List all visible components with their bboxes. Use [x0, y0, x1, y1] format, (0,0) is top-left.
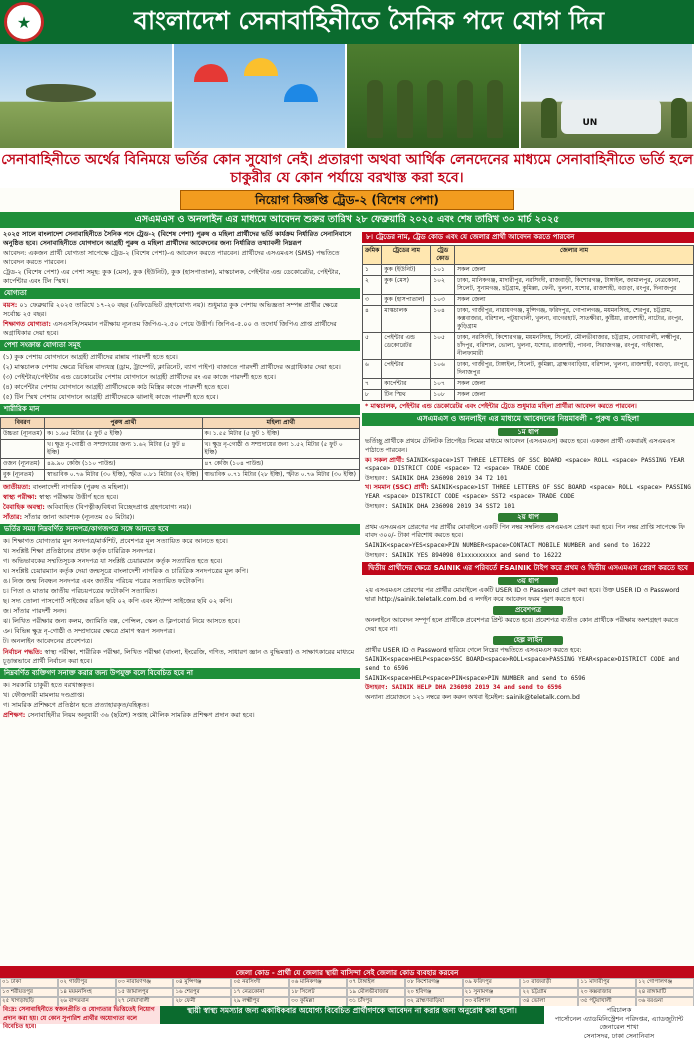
training: [0, 711, 360, 720]
step-1-badge: ১ম ধাপ: [498, 428, 558, 437]
table-row: [363, 294, 694, 305]
list-item: ট। অনলাইন আবেদনের প্রবেশপত্র।: [0, 637, 360, 646]
selection-method: [0, 648, 360, 666]
army-emblem-icon: ★: [4, 2, 44, 42]
table-cell: টিন স্মিথ: [382, 389, 431, 400]
table-cell: ৭: [363, 378, 382, 389]
table-cell: বুক (ন্যূনতম): [1, 470, 45, 481]
table-cell: পেইন্টার এন্ড ডেকোরেটর: [382, 332, 431, 359]
table-header: ক্রমিক: [363, 245, 382, 264]
soldier-icon: [427, 80, 443, 138]
header-banner: [0, 0, 694, 44]
marital-label: বৈবাহিক অবস্থা:: [3, 503, 45, 511]
right-column: [362, 230, 694, 965]
education-text: এসএসসি/সমমান পরীক্ষায় ন্যূনতম জিপিএ-২.৫০ পেয়ে উত্তীর্ণ। জিপিএ-৫.০০ ও তদোর্ধ জিপিএ প্রাপ্ত প্রার্থীদের অগ্রাধিকার দেয়া হবে।: [3, 320, 337, 337]
footer: [0, 1006, 694, 1024]
list-item: (৩) পেইন্টার/পেইন্টার এন্ড ডেকোরেটর পেশায় যোগদানে আগ্রহী প্রার্থীদের রং এর কাজে পারদর্শী হতে হবে।: [0, 373, 360, 382]
district-code-cell: ৩২ ব্রাহ্মণবাড়িয়া: [405, 997, 463, 1007]
age-requirement: [0, 301, 360, 319]
table-header-row: [363, 245, 694, 264]
selection-text: স্বাস্থ্য পরীক্ষা, শারীরিক পরীক্ষা, লিখিত পরীক্ষা (বাংলা, ইংরেজি, গণিত, সাধারণ জ্ঞান ও বুদ্ধিমত্তা) ও সাক্ষাৎকারের মাধ্যমে চূড়ান্তভাবে প্রার্থী নির্বাচন করা হবে।: [3, 648, 354, 665]
physical-standard-table: [0, 417, 360, 481]
district-code-cell: ৩৩ বরিশাল: [463, 997, 521, 1007]
district-code-cell: ২২ চট্টগ্রাম: [520, 988, 578, 998]
health-text: স্বাস্থ্য পরীক্ষায় উত্তীর্ণ হতে হবে।: [39, 493, 119, 501]
ineligible-heading: নিম্নবর্ণিত ব্যক্তিগণ সনাক্ত করার জন্য উপযুক্ত বলে বিবেচিত হবে না: [0, 668, 360, 679]
parachute-icon: [284, 84, 318, 102]
table-cell: উচ্চতা (ন্যূনতম): [1, 429, 45, 440]
list-item: (৪) কার্পেন্টার পেশায় যোগদানে আগ্রহী প্রার্থীদেরকে কাঠ মিস্ত্রির কাজে পারদর্শী হতে হবে।: [0, 383, 360, 392]
table-cell: ১০৪: [431, 305, 455, 332]
footer-issuer: [544, 1006, 694, 1024]
list-item: গ। সামরিক প্রশিক্ষণে প্রতিষ্ঠান হতে প্রত্যাহারকৃত/বহিষ্কৃত।: [0, 701, 360, 710]
table-cell: ১০২: [431, 275, 455, 294]
table-header: মহিলা প্রার্থী: [202, 418, 359, 429]
parachute-icon: [244, 58, 278, 76]
format-a-text: SAINIK<space>1ST THREE LETTERS OF SSC BOARD <space> ROLL <space> PASSING YEAR <space> DISTRICT CODE <space> T2 <space> TRADE CODE: [365, 457, 684, 473]
application-paragraph: আবেদন: একজন প্রার্থী যোগ্যতা সাপেক্ষে ট্রেড-২ (বিশেষ পেশা)-এ আবেদন করতে পারবেন। প্রার্থীদের এসএমএস (SMS) পদ্ধতিতে আবেদন করতে পারবেন।: [0, 249, 360, 267]
district-code-cell: ২৮ ফেনী: [173, 997, 231, 1007]
contact-info: অন্যান্য প্রয়োজনে ১২১ নম্বরে কল করুন অথবা ইমেইল: sainik@teletalk.com.bd: [362, 694, 694, 703]
soldier-icon: [487, 80, 503, 138]
table-cell: ঢাকা, গাজীপুর, টাঙ্গাইল, সিলেট, কুমিল্লা, ব্রাহ্মণবাড়িয়া, বরিশাল, খুলনা, রাজশাহী, বগুড়া, রংপুর, দিনাজপুর: [455, 359, 694, 378]
format-a-label: ক। সকল প্রার্থী:: [365, 457, 404, 464]
nationality-text: বাংলাদেশী নাগরিক (পুরুষ ও মহিলা)।: [33, 483, 129, 491]
qualification-heading: যোগ্যতা: [0, 288, 360, 299]
table-row: [363, 275, 694, 294]
district-code-cell: ২৭ নোয়াখালী: [116, 997, 174, 1007]
table-cell: মাস্কচালক: [382, 305, 431, 332]
step-2-badge: ২য় ধাপ: [498, 513, 558, 522]
district-code-cell: ২১ সুনামগঞ্জ: [463, 988, 521, 998]
district-code-cell: ০৫ নরসিংদী: [231, 978, 289, 988]
help-format-2: SAINIK<space>HELP<space>PIN<space>PIN NUMBER and send to 6596: [362, 675, 694, 684]
table-cell: ১০১: [431, 264, 455, 275]
table-cell: [1, 440, 45, 459]
education-label: শিক্ষাগত যোগ্যতা:: [3, 320, 51, 328]
table-cell: কুক (হাসপাতাল): [382, 294, 431, 305]
district-code-cell: ০৪ মুন্সিগঞ্জ: [173, 978, 231, 988]
list-item: ঞ। বিভিন্ন ক্ষুদ্র নৃ-গোষ্ঠী ও সম্প্রদায়ের ক্ষেত্রে প্রমাণ স্বরূপ সনদপত্র।: [0, 627, 360, 636]
district-code-cell: ৩০ কুমিল্লা: [289, 997, 347, 1007]
list-item: খ। ফৌজদারী মামলায় দণ্ডপ্রাপ্ত।: [0, 691, 360, 700]
district-code-cell: ১৪ ময়মনসিংহ: [58, 988, 116, 998]
table-cell: পেইন্টার: [382, 359, 431, 378]
example-a: উদাহরণ: SAINIK DHA 236098 2019 34 T2 101: [362, 475, 694, 484]
list-item: গ। অভিভাবকের সম্মতিসূচক সনদপত্র যা সংশ্লিষ্ট চেয়ারম্যান কর্তৃক সত্যায়িত হতে হবে।: [0, 557, 360, 566]
format-b-text: SAINIK<space>1ST THREE LETTERS OF SSC BOARD <space> ROLL <space> PASSING YEAR <space> DISTRICT CODE <space> SST2 <space> TRADE CODE: [365, 484, 691, 500]
district-code-cell: ১১ মাদারীপুর: [578, 978, 636, 988]
soldier-icon: [457, 80, 473, 138]
list-item: খ। সংশ্লিষ্ট শিক্ষা প্রতিষ্ঠানের প্রধান কর্তৃক চারিত্রিক সনদপত্র।: [0, 547, 360, 556]
trade-table-heading: ৮। ট্রেডের নাম, ট্রেড কোড এবং যে জেলার প্রার্থী আবেদন করতে পারবেন: [362, 232, 694, 243]
intro-paragraph: ২০২৫ সালে বাংলাদেশ সেনাবাহিনীতে সৈনিক পদে ট্রেড-২ (বিশেষ পেশা) পুরুষ ও মহিলা প্রার্থীদের ভর্তি কার্যক্রম নির্ধারিত সেনানিবাসে অনুষ্ঠিত হবে। সেনাবাহিনীতে যোগদানে আগ্রহী পুরুষ ও মহিলা প্রার্থীদের আবেদনের জন্য নির্ধারিত তথ্যাবলী নিম্নরূপ: [0, 230, 360, 248]
district-code-table: [0, 966, 694, 1006]
district-code-cell: ৩৫ পটুয়াখালী: [578, 997, 636, 1007]
table-cell: ১: [363, 264, 382, 275]
step-3-text: ২য় এসএমএস প্রেরণের পর প্রার্থীর মোবাইলে একটি USER ID ও Password প্রেরণ করা হবে। উক্ত USER ID ও Password দ্বারা http://sainik.teletalk.com.bd এ লগইন করে আবেদন ফরম পূরণ করতে হবে।: [362, 587, 694, 604]
sms-format-a: [362, 457, 694, 474]
table-cell: সকল জেলা: [455, 389, 694, 400]
list-item: ঝ। লিখিত পরীক্ষার জন্য কলম, জ্যামিতি বক্স, পেন্সিল, স্কেল ও ক্লিপবোর্ড নিয়ে আসতে হবে।: [0, 617, 360, 626]
district-code-cell: ০৬ মানিকগঞ্জ: [289, 978, 347, 988]
table-header: পুরুষ প্রার্থী: [45, 418, 202, 429]
admit-card-badge: প্রবেশপত্র: [493, 606, 563, 615]
table-cell: ঢাকা, মানিকগঞ্জ, মাদারীপুর, নরসিংদী, রাজবাড়ী, কিশোরগঞ্জ, টাঙ্গাইল, জামালপুর, নেত্রকোনা, সিলেট, সুনামগঞ্জ, চট্টগ্রাম, কুমিল্লা, ফেনী, খুলনা, যশোর, রাজশাহী, বগুড়া, রংপুর, দিনাজপুর: [455, 275, 694, 294]
apply-rules-heading: এসএমএস ও অনলাইন এর মাধ্যমে আবেদনের নিয়মাবলী - পুরুষ ও মহিলা: [362, 413, 694, 426]
table-header: বিবরণ: [1, 418, 45, 429]
profession-list: [0, 353, 360, 402]
list-item: ক। সরকারি চাকুরী হতে বরখাস্তকৃত।: [0, 681, 360, 690]
district-code-cell: ০৮ কিশোরগঞ্জ: [405, 978, 463, 988]
table-row: [363, 378, 694, 389]
soldier-icon: [671, 98, 687, 138]
table-cell: খ। ক্ষুদ্র নৃ-গোষ্ঠী ও সম্প্রদায়ের জন্য ১.৬২ মিটার (৫ ফুট ৪ ইঞ্চি): [45, 440, 202, 459]
district-code-cell: ১৯ মৌলভীবাজার: [347, 988, 405, 998]
table-row: [1, 470, 360, 481]
swim-label: সাঁতার:: [3, 513, 22, 521]
district-code-cell: ০২ গাজীপুর: [58, 978, 116, 988]
table-row: [363, 264, 694, 275]
help-line-badge: হেল্প লাইন: [493, 636, 563, 645]
table-row: [363, 359, 694, 378]
table-header: ট্রেডের নাম: [382, 245, 431, 264]
district-code-cell: ২০ হবিগঞ্জ: [405, 988, 463, 998]
district-code-cell: ৩৪ ভোলা: [520, 997, 578, 1007]
example-c: উদাহরণ: SAINIK YES 894098 01xxxxxxxxx and send to 16222: [362, 552, 694, 561]
training-text: সেনাবাহিনীর নিয়ম অনুযায়ী ৩৬ (ছত্রিশ) সপ্তাহ মৌলিক সামরিক প্রশিক্ষণ প্রদান করা হবে।: [27, 711, 254, 719]
warning-line-2: চাকুরীর যে কোন পর্যায়ে বরখাস্ত করা হবে।: [0, 169, 694, 187]
female-sms-banner: দ্বিতীয় প্রার্থীদের ক্ষেত্রে SAINIK এর পরিবর্তে FSAINIK টাইপ করে প্রথম ও দ্বিতীয় এসএমএস প্রেরণ করতে হবে: [362, 562, 694, 575]
warning-line-1: সেনাবাহিনীতে অর্থের বিনিময়ে ভর্তির কোন সুযোগ নেই। প্রতারণা অথবা আর্থিক লেনদেনের মাধ্যমে সেনাবাহিনীতে ভর্তি হলে: [0, 151, 694, 169]
table-cell: ৮: [363, 389, 382, 400]
table-row: [1, 459, 360, 470]
parachute-icon: [194, 64, 228, 82]
table-cell: খ। ক্ষুদ্র নৃ-গোষ্ঠী ও সম্প্রদায়ের জন্য ১.৫২ মিটার (৫ ফুট ০ ইঞ্চি): [202, 440, 359, 459]
swim-text: সাঁতার জানা আবশ্যক (ন্যূনতম ৫০ মিটার)।: [24, 513, 134, 521]
list-item: জ। সাঁতার পারদর্শী সনদ।: [0, 607, 360, 616]
table-row: [363, 332, 694, 359]
physical-standard-heading: শারীরিক মান: [0, 404, 360, 415]
table-cell: স্বাভাবিক ০.৭৬ মিটার (৩০ ইঞ্চি), স্ফীত ০.৮১ মিটার (৩২ ইঞ্চি): [45, 470, 202, 481]
trade-table: [362, 245, 694, 401]
age-label: বয়স:: [3, 301, 17, 309]
district-code-cell: ১০ রাজবাড়ী: [520, 978, 578, 988]
table-header-row: [1, 418, 360, 429]
list-item: ছ। সদ্য তোলা পাসপোর্ট সাইজের রঙিন ছবি ০২ কপি এবং স্ট্যাম্প সাইজের ছবি ০২ কপি।: [0, 597, 360, 606]
health-label: স্বাস্থ্য পরীক্ষা:: [3, 493, 37, 501]
photo-strip: [0, 44, 694, 148]
table-cell: ১০৭: [431, 378, 455, 389]
list-item: ঙ। নিজ জন্ম নিবন্ধন সনদপত্র এবং জাতীয় পরিচয় পত্রের সত্যায়িত ফটোকপি।: [0, 577, 360, 586]
table-row: [1, 429, 360, 440]
help-example: উদাহরণ: SAINIK HELP DHA 236098 2019 34 and send to 6596: [362, 684, 694, 693]
district-code-cell: ১৬ শেরপুর: [173, 988, 231, 998]
list-item: (১) কুক পেশায় যোগদানে আগ্রহী প্রার্থীদের রান্নায় পারদর্শী হতে হবে।: [0, 353, 360, 362]
helicopter-icon: [26, 84, 96, 102]
table-cell: স্বাভাবিক ০.৭১ মিটার (২৮ ইঞ্চি), স্ফীত ০.৭৬ মিটার (৩০ ইঞ্চি): [202, 470, 359, 481]
step-2-text: প্রথম এসএমএস প্রেরণের পর প্রার্থীর মোবাইলে একটি পিন নম্বর সম্বলিত এসএমএস প্রেরণ করা হবে। পিন নম্বর প্রাপ্তি সাপেক্ষে ফি বাবদ ৩০০/- টাকা পরিশোধ করতে হবে।: [362, 524, 694, 541]
age-text: ০১ ফেব্রুয়ারি ২০২৫ তারিখে ১৭-২০ বছর (এফিডেভিট গ্রহণযোগ্য নয়)। শুধুমাত্র কুক পেশায় অভিজ্ঞতা সম্পন্ন প্রার্থীর ক্ষেত্রে সর্বোচ্চ ২৫ বছর।: [3, 301, 338, 318]
nationality: [0, 483, 360, 492]
admit-card-text: অনলাইনে আবেদন সম্পূর্ণ হলে প্রার্থীকে প্রবেশপত্র প্রিন্ট করতে হবে। প্রবেশপত্র ব্যতীত কোন প্রার্থীকে পরীক্ষায় অংশগ্রহণ করতে দেয়া হবে না।: [362, 617, 694, 634]
district-code-cell: ০১ ঢাকা: [0, 978, 58, 988]
district-code-cell: ০৯ ফরিদপুর: [463, 978, 521, 988]
example-b: উদাহরণ: SAINIK DHA 236098 2019 34 SST2 101: [362, 503, 694, 512]
footer-health-notice: স্থায়ী স্বাস্থ্য সমস্যার জন্য একাধিকবার অযোগ্য বিবেচিত প্রার্থীগণকে আবেদন না করার জন্য অনুরোধ করা হলো।: [160, 1006, 544, 1024]
training-label: প্রশিক্ষণ:: [3, 711, 25, 719]
table-cell: ১০৮: [431, 389, 455, 400]
page-title: বাংলাদেশ সেনাবাহিনীতে সৈনিক পদে যোগ দিন: [44, 1, 694, 44]
issuer-title: পরিচালক: [544, 1006, 694, 1015]
table-cell: সকল জেলা: [455, 378, 694, 389]
trade-note: * মাস্কচালক, পেইন্টার এন্ড ডেকোরেটর এবং পেইন্টার ট্রেডে শুধুমাত্র মহিলা প্রার্থীরা আবেদন করতে পারবেন।: [362, 403, 694, 412]
issuer-directorate: পার্সোনেল এ্যাডমিনিস্ট্রেশন পরিদপ্তর, এ্যাডজুট্যান্ট জেনারেল শাখা: [544, 1015, 694, 1032]
table-row: [363, 389, 694, 400]
marital-text: অবিবাহিত (বিপত্নীক/বিধবা বিচ্ছেদপ্রাপ্ত গ্রহণযোগ্য নয়)।: [47, 503, 191, 511]
sms-format-c: SAINIK<space>YES<space>PIN NUMBER<space>CONTACT MOBILE NUMBER and send to 16222: [362, 542, 694, 551]
district-code-cell: ১৫ জামালপুর: [116, 988, 174, 998]
soldier-icon: [541, 98, 557, 138]
table-cell: ৫: [363, 332, 382, 359]
table-cell: ১০৩: [431, 294, 455, 305]
district-code-cell: ০৩ নারায়ণগঞ্জ: [116, 978, 174, 988]
documents-heading: ভর্তির সময় নিম্নবর্ণিত সনদপত্র/কাগজপত্র সঙ্গে আনতে হবে: [0, 524, 360, 535]
apc-vehicle-icon: [561, 100, 661, 134]
soldier-icon: [397, 80, 413, 138]
table-cell: ৬: [363, 359, 382, 378]
sms-format-b: [362, 484, 694, 501]
documents-list: [0, 537, 360, 646]
swimming: [0, 513, 360, 522]
table-header: জেলার নাম: [455, 245, 694, 264]
format-b-label: খ। সমমান (SSC) প্রার্থী:: [365, 484, 429, 491]
table-cell: সকল জেলা: [455, 264, 694, 275]
table-cell: কুক (মেস): [382, 275, 431, 294]
apc-label: UN: [583, 118, 598, 128]
issuer-address: সেনাসদর, ঢাকা সেনানিবাস: [544, 1032, 694, 1040]
list-item: ক। শিক্ষাগত যোগ্যতার মূল সনদপত্র/মার্কশিট, প্রবেশপত্র মূল সত্যায়িত করে আনতে হবে।: [0, 537, 360, 546]
table-cell: ৩: [363, 294, 382, 305]
district-code-cell: ২৫ খাগড়াছড়ি: [0, 997, 58, 1007]
soldiers-photo: [347, 44, 521, 148]
district-code-cell: ১২ গোপালগঞ্জ: [636, 978, 694, 988]
marital-status: [0, 503, 360, 512]
district-code-cell: ৩৬ বরগুনা: [636, 997, 694, 1007]
trade-list-paragraph: ট্রেড-২ (বিশেষ পেশা) এর পেশা সমূহ: কুক (মেস), কুক (ইউনিট), কুক (হাসপাতাল), মাস্কচালক, পেইন্টার এন্ড ডেকোরেটর, পেইন্টার, কার্পেন্টার এবং টিন স্মিথ।: [0, 268, 360, 286]
table-cell: ওজন (ন্যূনতম): [1, 459, 45, 470]
parachute-photo: [174, 44, 348, 148]
footer-note: বি:দ্র: সেনাবাহিনীতে স্বজনপ্রীতি ও যোগ্যতার ভিত্তিতেই নিয়োগ প্রদান করা হয়। যে কোন সুপারিশ প্রার্থীর অযোগ্যতা বলে বিবেচিত হবে।: [0, 1006, 160, 1024]
table-cell: ক। ১.৫৫ মিটার (৫ ফুট ১ ইঞ্চি): [202, 429, 359, 440]
district-code-cell: ২৩ কক্সবাজার: [578, 988, 636, 998]
table-row: [1, 440, 360, 459]
table-cell: ২: [363, 275, 382, 294]
table-cell: ৪৯.৯০ কেজি (১১০ পাউন্ড): [45, 459, 202, 470]
un-vehicle-photo: [521, 44, 694, 148]
table-cell: ৪৭ কেজি (১০৪ পাউন্ড): [202, 459, 359, 470]
step-1-text: ভর্তিচ্ছু প্রার্থীকে প্রথমে টেলিটক প্রিপেইড সিমের মাধ্যমে আবেদন (এসএমএস) করতে হবে। একজন প্রার্থী একবারই এসএমএস পাঠাতে পারবেন।: [362, 438, 694, 455]
district-code-cell: ০৭ টাঙ্গাইল: [347, 978, 405, 988]
table-cell: ৪: [363, 305, 382, 332]
list-item: (২) মাস্কচালক পেশায় ক্ষেত্রে বিভিন্ন বাদ্যযন্ত্র (ড্রাম, ট্রাম্পেট, ক্লারিনেট, ব্যাগ পাইপ) বাজাতে পারদর্শী প্রার্থীদের অগ্রাধিকার দেয়া হবে।: [0, 363, 360, 372]
table-cell: ১০৬: [431, 359, 455, 378]
help-line-text: প্রার্থীর USER ID ও Password হারিয়ে গেলে নিম্নের পদ্ধতিতে এসএমএস করতে হবে:: [362, 647, 694, 656]
selection-label: নির্বাচন পদ্ধতি:: [3, 648, 42, 656]
table-row: [363, 305, 694, 332]
helicopter-photo: [0, 44, 174, 148]
table-cell: কার্পেন্টার: [382, 378, 431, 389]
list-item: চ। পিতা ও মাতার জাতীয় পরিচয়পত্রের ফটোকপি সত্যায়িত।: [0, 587, 360, 596]
table-cell: সকল জেলা: [455, 294, 694, 305]
district-code-cell: ২৪ রাঙ্গামাটি: [636, 988, 694, 998]
district-code-cell: ১৮ সিলেট: [289, 988, 347, 998]
table-header: ট্রেড কোড: [431, 245, 455, 264]
profession-qualification-heading: পেশা সংক্রান্ত যোগ্যতা সমূহ: [0, 340, 360, 351]
health-test: [0, 493, 360, 502]
district-grid: [0, 978, 694, 1007]
table-cell: ক। ১.৬৫ মিটার (৫ ফুট ৫ ইঞ্চি): [45, 429, 202, 440]
list-item: (৫) টিন স্মিথ পেশায় যোগদানে আগ্রহী প্রার্থীদেরকে ঝালাই কাজে পারদর্শী হতে হবে।: [0, 393, 360, 402]
ineligible-list: [0, 681, 360, 710]
table-cell: ১০৫: [431, 332, 455, 359]
district-code-cell: ১৭ নেত্রকোনা: [231, 988, 289, 998]
education-requirement: [0, 320, 360, 338]
table-cell: ঢাকা, গাজীপুর, নারায়ণগঞ্জ, মুন্সিগঞ্জ, ফরিদপুর, গোপালগঞ্জ, ময়মনসিংহ, শেরপুর, চট্টগ্রাম, কক্সবাজার, বরিশাল, পটুয়াখালী, খুলনা, বাগেরহাট, সাতক্ষীরা, কুষ্টিয়া, রাজশাহী, নাটোর, রংপুর, কুড়িগ্রাম: [455, 305, 694, 332]
district-code-cell: ২৯ লক্ষ্মীপুর: [231, 997, 289, 1007]
left-column: [0, 230, 360, 965]
soldier-icon: [367, 80, 383, 138]
district-code-cell: ১৩ শরীয়তপুর: [0, 988, 58, 998]
district-table-heading: জেলা কোড - প্রার্থী যে জেলার স্থায়ী বাসিন্দা সেই জেলার কোড ব্যবহার করবেন: [0, 968, 694, 978]
help-format: SAINIK<space>HELP<space>SSC BOARD<space>ROLL<space>PASSING YEAR<space>DISTRICT CODE and send to 6596: [362, 656, 694, 673]
nationality-label: জাতীয়তা:: [3, 483, 31, 491]
step-3-badge: ৩য় ধাপ: [498, 577, 558, 586]
district-code-cell: ২৬ বান্দরবান: [58, 997, 116, 1007]
application-date-bar: এসএমএস ও অনলাইন এর মাধ্যমে আবেদন শুরুর তারিখ ২৮ ফেব্রুয়ারি ২০২৫ এবং শেষ তারিখ ৩০ মার্চ ২০২৫: [0, 212, 694, 228]
notice-title: নিয়োগ বিজ্ঞপ্তি ট্রেড-২ (বিশেষ পেশা): [180, 190, 514, 210]
fraud-warning: [0, 150, 694, 188]
table-cell: কুক (ইউনিট): [382, 264, 431, 275]
table-cell: ঢাকা, নরসিংদী, কিশোরগঞ্জ, ময়মনসিংহ, সিলেট, মৌলভীবাজার, চট্টগ্রাম, নোয়াখালী, লক্ষ্মীপুর, চাঁদপুর, বরিশাল, ভোলা, খুলনা, যশোর, রাজশাহী, পাবনা, সিরাজগঞ্জ, রংপুর, গাইবান্ধা, নীলফামারী: [455, 332, 694, 359]
district-code-cell: ৩১ চাঁদপুর: [347, 997, 405, 1007]
list-item: ঘ। সংশ্লিষ্ট চেয়ারম্যান কর্তৃক দেয়া জন্মসূত্রে বাংলাদেশী নাগরিক ও চারিত্রিক সনদপত্রের মূল কপি।: [0, 567, 360, 576]
